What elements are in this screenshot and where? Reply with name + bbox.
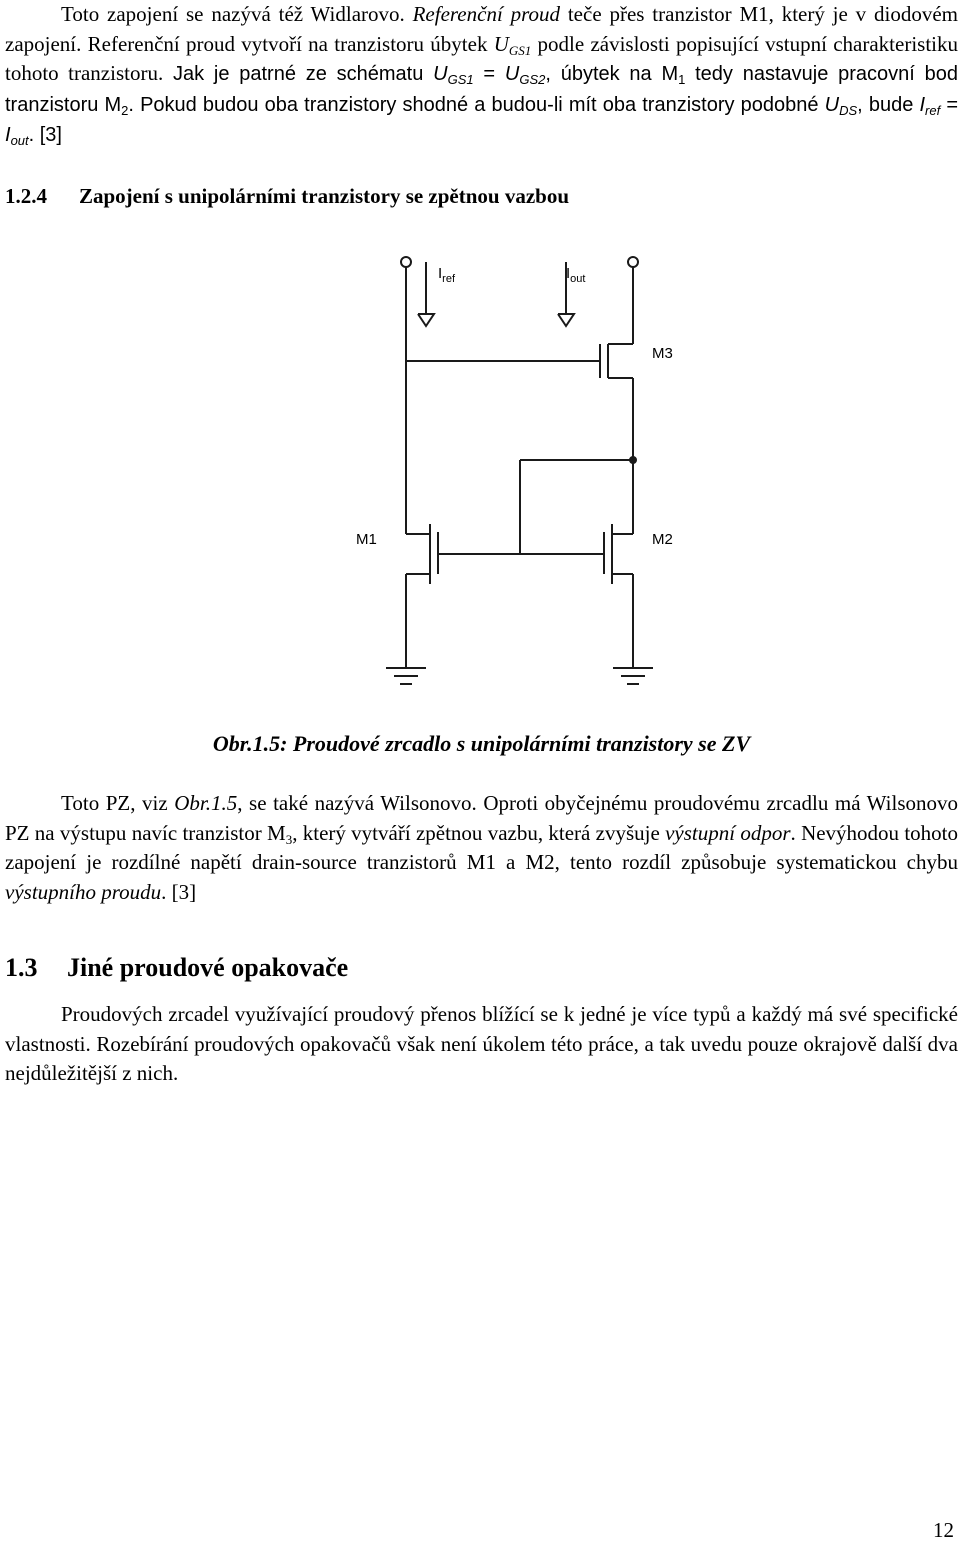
subscript-3: 3: [285, 831, 293, 847]
text-run: , úbytek na M: [545, 63, 679, 85]
section-title: Jiné proudové opakovače: [67, 953, 349, 982]
text-run: =: [940, 93, 958, 116]
terminal-out: [628, 257, 638, 267]
subscript-gs2: GS2: [519, 72, 546, 87]
symbol-u: U: [493, 31, 509, 56]
page-number: 12: [933, 1518, 954, 1542]
symbol-u: U: [504, 63, 520, 85]
text-run: Toto PZ, viz: [61, 791, 175, 815]
section-heading-1-2-4: [5, 184, 569, 209]
label-m2: M2: [652, 531, 673, 548]
symbol-i: I: [919, 93, 926, 116]
subscript-2: 2: [121, 102, 129, 118]
italic-term: Referenční proud: [412, 2, 561, 26]
text-run: Jak je patrné ze schématu: [163, 63, 434, 85]
text-run: tedy nastavuje pracovní bod tranzistoru M: [5, 63, 958, 116]
text-run: . [3]: [161, 879, 197, 904]
text-run: =: [473, 63, 505, 85]
text-run: . [3]: [28, 124, 62, 146]
subscript-gs1: GS1: [447, 72, 474, 87]
label-m3: M3: [652, 345, 673, 362]
label-m1: M1: [356, 531, 377, 548]
text-run: , bude: [857, 93, 920, 116]
label-iref: $I_{ref}$: [438, 265, 456, 285]
figure-reference-link[interactable]: Obr.1.5: [174, 791, 238, 815]
section-heading-1-3: [5, 953, 348, 983]
label-iout: $I_{out}$: [566, 265, 586, 285]
paragraph-wilson-description: [5, 789, 958, 907]
symbol-u: U: [433, 63, 448, 85]
subscript-gs1: GS1: [508, 42, 532, 58]
text-run: . Nevýhodou tohoto zapojení je rozdílné napětí drain-source tranzistorů M1 a M2, tento rozdíl způsobuje systematickou chybu: [5, 820, 959, 874]
section-number: 1.3: [5, 953, 38, 982]
subscript-ds: DS: [839, 102, 858, 118]
text-run: Toto zapojení se nazývá též Widlarovo.: [61, 2, 413, 26]
text-run: podle závislosti popisující vstupní charakteristiku tohoto tranzistoru.: [5, 31, 958, 85]
text-run: , který vytváří zpětnou vazbu, která zvyšuje: [292, 820, 666, 845]
paragraph-widlar-description: [5, 0, 958, 151]
section-title: Zapojení s unipolárními tranzistory se zpětnou vazbou: [79, 184, 570, 208]
section-number: 1.2.4: [5, 184, 47, 208]
text-run: Oproti obyčejnému proudovému zrcadlu má Wilsonovo PZ na výstupu navíc tranzistor M: [5, 791, 959, 845]
italic-term: výstupní odpor: [665, 820, 791, 845]
subscript-1: 1: [678, 72, 686, 87]
paragraph-other-repeaters: Proudových zrcadel využívající proudový přenos blížící se k jedné je více typů a každý má své specifické vlastnosti. Rozebírání proudových opakovačů však není úkolem této práce, a tak uvedu pouze okrajově další dva nejdůležitější z nich.: [5, 1002, 958, 1085]
terminal-ref: [401, 257, 411, 267]
symbol-u: U: [824, 93, 840, 116]
text-run: teče přes tranzistor M1, který je v diodovém zapojení. Referenční proud vytvoří na tranzistoru úbytek: [5, 2, 958, 56]
text-run: . Pokud budou oba tranzistory shodné a budou-li mít oba tranzistory podobné: [128, 93, 825, 116]
circuit-diagram: [342, 244, 682, 700]
figure-caption: Obr.1.5: Proudové zrcadlo s unipolárními tranzistory se ZV: [212, 731, 751, 756]
text-run: , se také nazývá Wilsonovo.: [237, 791, 477, 815]
wilson-current-mirror-schematic: [342, 244, 682, 700]
figure-background: [342, 244, 682, 700]
subscript-ref: ref: [925, 102, 941, 118]
symbol-i: I: [5, 124, 11, 146]
italic-term: výstupního proudu: [5, 879, 162, 904]
subscript-out: out: [10, 133, 29, 148]
